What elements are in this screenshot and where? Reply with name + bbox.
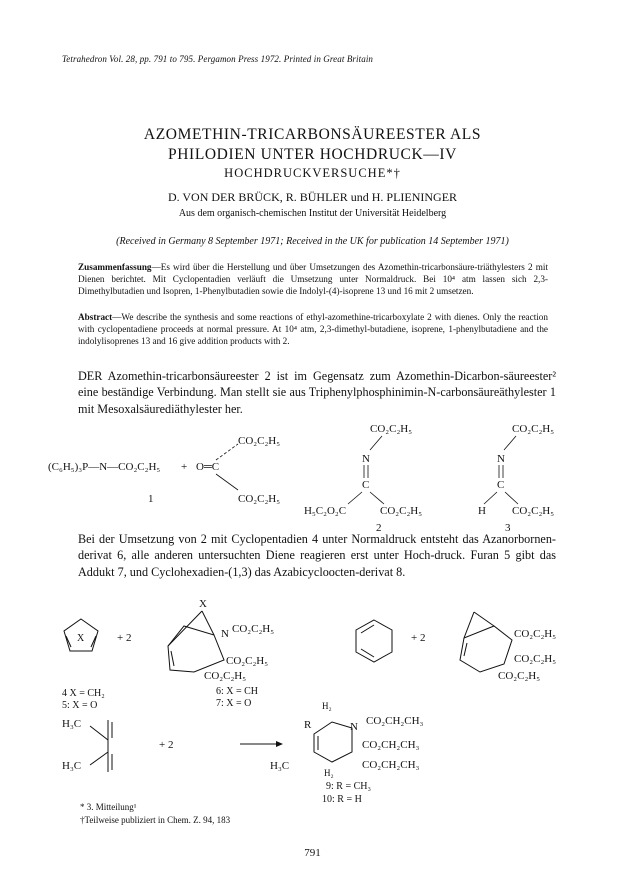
caption-compound-6: 6: X = CH [216, 686, 259, 697]
compound-label-1: 1 [148, 493, 154, 505]
adduct-ester-2: CO₂C₂H₅ [226, 655, 269, 667]
triester-a: CO₂CH₂CH₃ [366, 715, 424, 727]
paper-title-line1: AZOMETHIN-TRICARBONSÄUREESTER ALS [143, 126, 482, 143]
scheme-1 [48, 423, 554, 534]
c3-nitrogen: N [497, 453, 505, 465]
c2-ester-top: CO₂C₂H₅ [370, 423, 413, 435]
adduct-ester-3: CO₂C₂H₅ [204, 670, 247, 682]
journal-header: Tetrahedron Vol. 28, pp. 791 to 795. Pergamon Press 1972. Printed in Great Britain [62, 54, 374, 64]
triester-c: CO₂CH₂CH₃ [362, 759, 420, 771]
bond-line [168, 611, 202, 646]
bond-line [474, 612, 494, 626]
c2-ester-right: CO₂C₂H₅ [380, 505, 423, 517]
compound-label-2: 2 [376, 522, 382, 534]
bond-line [505, 492, 518, 504]
caption-compound-9: 9: R = CH₃ [326, 781, 371, 792]
c3-hydrogen: H [478, 505, 486, 517]
footnote-1: * 3. Mitteilung¹ [80, 802, 137, 812]
paper-title-line2: PHILODIEN UNTER HOCHDRUCK—IV [168, 146, 457, 163]
ring-heteroatom-x: X [77, 633, 85, 644]
bicyclo-ester-2: CO₂C₂H₅ [514, 653, 557, 665]
malonate-ester-top: CO₂C₂H₅ [238, 435, 281, 447]
c3-ester-top: CO₂C₂H₅ [512, 423, 555, 435]
bond-line [216, 474, 238, 490]
ring-nitrogen: N [221, 628, 229, 640]
scheme-2 [62, 598, 556, 711]
reagent-1-formula: (C₆H₅)₃P—N—CO₂C₂H₅ [48, 461, 161, 473]
abstract-label: Abstract [78, 312, 113, 322]
zusammenfassung-label: Zusammenfassung [78, 262, 152, 272]
page-number: 791 [304, 847, 321, 859]
ring-h2-top: H₂ [322, 701, 332, 711]
c2-nitrogen: N [362, 453, 370, 465]
paper-subtitle: HOCHDRUCKVERSUCHE*† [224, 166, 401, 180]
c3-carbon: C [497, 479, 505, 491]
bicyclo-ester-1: CO₂C₂H₅ [514, 628, 557, 640]
abstract-text: —We describe the synthesis and some reactions of ethyl-azomethine-tricarboxylate 2 with dienes. Only the reaction with cyclopentadiene proceeds at normal pressure. At 10⁴ atm, 2,3-dimethyl-butadiene, isoprene, 1-phenylbutadiene and the indolylisoprenes 13 and 16 give addition products with 2. [78, 312, 548, 346]
bond-line [464, 643, 467, 656]
adduct-ester-1: CO₂C₂H₅ [232, 623, 275, 635]
carbonyl-group: O═C [196, 461, 220, 473]
methyl-top: H₃C [62, 718, 82, 730]
bond-line [171, 651, 174, 666]
bond-line [90, 752, 108, 765]
methyl-bottom: H₃C [62, 760, 82, 772]
substituent-r: R [304, 719, 312, 731]
footnote-2: †Teilweise publiziert in Chem. Z. 94, 183 [80, 815, 231, 825]
caption-compound-7: 7: X = O [216, 698, 252, 709]
scheme-3 [62, 701, 424, 805]
ring-h2-bottom: H₂ [324, 768, 334, 778]
zusammenfassung-text: —Es wird über die Herstellung und über Umsetzungen des Azomethin-tricarbonsäure-triäthylesters 2 mit Dienen berichtet. Mit Cyclopentadien verläuft die Umsetzung unter Normaldruck. Bei 10⁴ atm lassen sich 2,3-Dimethylbutadien und Isopren, 1-Phenylbutadien sowie die Indolyl-(4)-isoprene 13 und 16 mit 2 umsetzen. [78, 262, 548, 296]
affiliation: Aus dem organisch-chemischen Institut der Universität Heidelberg [178, 208, 447, 219]
ring-nitrogen-b: N [350, 721, 358, 733]
bicyclo-ester-3: CO₂C₂H₅ [498, 670, 541, 682]
bicyclic-ring [168, 626, 224, 672]
plus-two-b: + 2 [411, 632, 426, 644]
plus-sign: + [181, 461, 188, 473]
bond-line [90, 726, 108, 740]
caption-compound-10: 10: R = H [322, 794, 362, 805]
c2-ester-left: H₅C₂O₂C [304, 505, 347, 517]
bridge-x: X [199, 598, 207, 610]
malonate-ester-bottom: CO₂C₂H₅ [238, 493, 281, 505]
bond-line [370, 492, 384, 504]
body-paragraph-1: DER Azomethin-tricarbonsäureester 2 ist im Gegensatz zum Azomethin-Dicarbon-säureester² eine beständige Verbindung. Man stellt sie aus Triphenylphosphinimin-N-carbonsäureäthylester 1 mit Mesoxalsäurediäthylester her. [78, 369, 556, 416]
bond-line [484, 492, 497, 504]
ring-methyl: H₃C [270, 760, 290, 772]
plus-two-c: + 2 [159, 739, 174, 751]
caption-compound-5: 5: X = O [62, 700, 98, 711]
bond-line [216, 444, 238, 460]
arrow-head [276, 741, 283, 747]
body-paragraph-2: Bei der Umsetzung von 2 mit Cyclopentadien 4 unter Normaldruck entsteht das Azanorbornen-derivat 6, alle anderen untersuchten Diene reagieren erst unter Hoch-druck. Furan 5 gibt das Addukt 7, und Cyclohexadien-(1,3) das Azabicycloocten-derivat 8. [78, 532, 556, 579]
triester-b: CO₂CH₂CH₃ [362, 739, 420, 751]
received-dates: (Received in Germany 8 September 1971; Received in the UK for publication 14 September 1971) [116, 236, 509, 247]
authors: D. VON DER BRÜCK, R. BÜHLER und H. PLIENINGER [167, 190, 458, 204]
bond-line [504, 436, 516, 450]
bond-line [370, 436, 382, 450]
bond-line [202, 611, 214, 635]
plus-two: + 2 [117, 632, 132, 644]
caption-compound-4: 4 X = CH₂ [62, 688, 105, 699]
tetrahydropyridine-ring [314, 722, 352, 762]
c3-ester-right: CO₂C₂H₅ [512, 505, 555, 517]
c2-carbon: C [362, 479, 370, 491]
bond-line [348, 492, 362, 504]
cyclohexadiene-ring [356, 620, 392, 662]
azabicyclooctene-ring [460, 626, 512, 672]
compound-label-3: 3 [505, 522, 511, 534]
